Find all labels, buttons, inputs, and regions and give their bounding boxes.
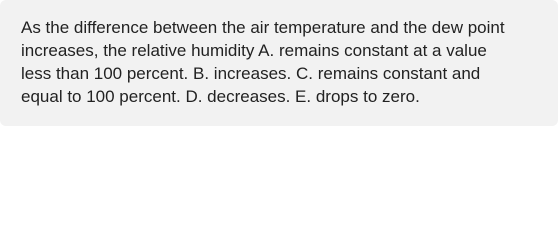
- question-text: [21, 16, 546, 108]
- question-line: As the difference between the air temperature and the dew point: [21, 18, 505, 37]
- question-line: less than 100 percent. B. increases. C. remains constant and: [21, 64, 481, 83]
- question-line: increases, the relative humidity A. remains constant at a value: [21, 41, 487, 60]
- question-line: equal to 100 percent. D. decreases. E. drops to zero.: [21, 87, 420, 106]
